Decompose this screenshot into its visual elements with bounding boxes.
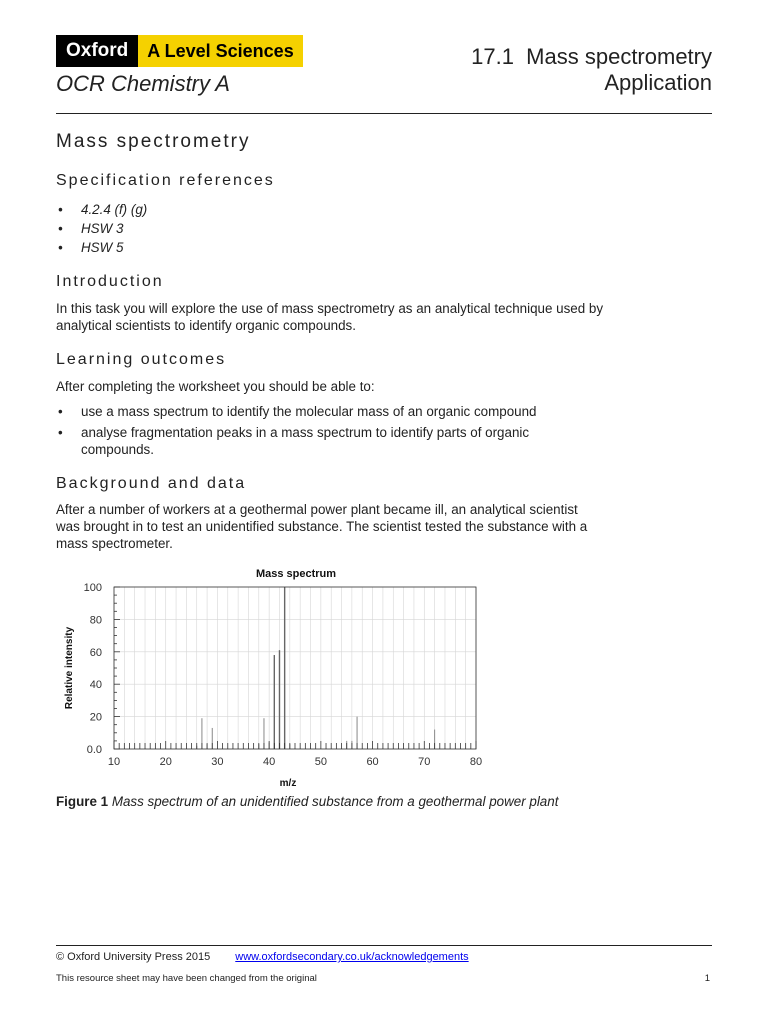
y-tick-label: 60 xyxy=(89,646,102,659)
x-tick-label: 30 xyxy=(211,756,224,768)
x-tick-label: 20 xyxy=(159,756,172,768)
spec-item: • 4.2.4 (f) (g) xyxy=(56,200,616,219)
outcomes-lead: After completing the worksheet you should be able to: xyxy=(56,379,375,394)
mass-spectrum-chart xyxy=(56,560,496,790)
intro-text: In this task you will explore the use of mass spectrometry as an analytical technique used by analytical scientists to identify organic compounds. xyxy=(56,301,604,333)
x-tick-label: 10 xyxy=(107,756,121,768)
y-tick-label: 80 xyxy=(89,614,102,627)
acknowledgements-link[interactable]: www.oxfordsecondary.co.uk/acknowledgements xyxy=(235,951,469,963)
spec-list xyxy=(56,200,616,257)
outcome-item: • use a mass spectrum to identify the molecular mass of an organic compound xyxy=(56,403,596,420)
y-tick-label: 0.0 xyxy=(86,744,102,756)
background-text: After a number of workers at a geothermal power plant became ill, an analytical scientist was brought in to test an unidentified substance. The scientist tested the substance with a mass spectrometer. xyxy=(56,502,588,551)
x-axis-label: m/z xyxy=(279,778,297,789)
logo-oxford: Oxford xyxy=(56,35,138,67)
chart-peaks xyxy=(197,587,435,749)
background-heading: Background and data xyxy=(56,475,247,492)
figure-caption xyxy=(56,793,616,810)
footer-divider xyxy=(56,945,712,946)
subject-title: OCR Chemistry A xyxy=(56,71,230,96)
x-tick-label: 70 xyxy=(418,756,431,768)
chart-axes xyxy=(114,587,476,749)
topic-title xyxy=(471,44,712,96)
outcomes-list xyxy=(56,403,596,462)
x-tick-label: 50 xyxy=(314,756,327,768)
topic-line-1: 17.1 Mass spectrometry xyxy=(471,44,712,69)
y-tick-label: 20 xyxy=(89,711,102,724)
y-axis-label: Relative intensity xyxy=(64,626,75,710)
spec-item: • HSW 5 xyxy=(56,238,616,257)
y-tick-label: 40 xyxy=(89,679,102,692)
footer-line xyxy=(56,951,469,963)
y-tick-label: 100 xyxy=(83,582,102,594)
page-number: 1 xyxy=(704,973,710,984)
header-divider xyxy=(56,113,712,114)
plot-frame xyxy=(114,587,476,749)
chart-tick-labels xyxy=(84,582,482,768)
x-tick-label: 40 xyxy=(263,756,276,768)
figure-caption-text: Mass spectrum of an unidentified substance from a geothermal power plant xyxy=(111,794,559,809)
spec-heading: Specification references xyxy=(56,172,275,189)
chart-title: Mass spectrum xyxy=(255,568,337,580)
topic-line-2: Application xyxy=(604,70,712,95)
figure-label: Figure 1 xyxy=(56,794,109,809)
intro-heading: Introduction xyxy=(56,273,164,290)
footer-note: This resource sheet may have been changed from the original xyxy=(56,973,317,984)
x-tick-label: 80 xyxy=(469,756,483,768)
publisher-logo xyxy=(56,35,303,67)
outcome-item: • analyse fragmentation peaks in a mass spectrum to identify parts of organic compounds. xyxy=(56,424,596,458)
copyright: © Oxford University Press 2015 xyxy=(56,951,211,963)
spec-item: • HSW 3 xyxy=(56,219,616,238)
chart-grid xyxy=(114,587,476,749)
page-title: Mass spectrometry xyxy=(56,131,251,152)
outcomes-heading: Learning outcomes xyxy=(56,351,227,368)
x-tick-label: 60 xyxy=(366,756,379,768)
logo-series: A Level Sciences xyxy=(138,35,302,67)
